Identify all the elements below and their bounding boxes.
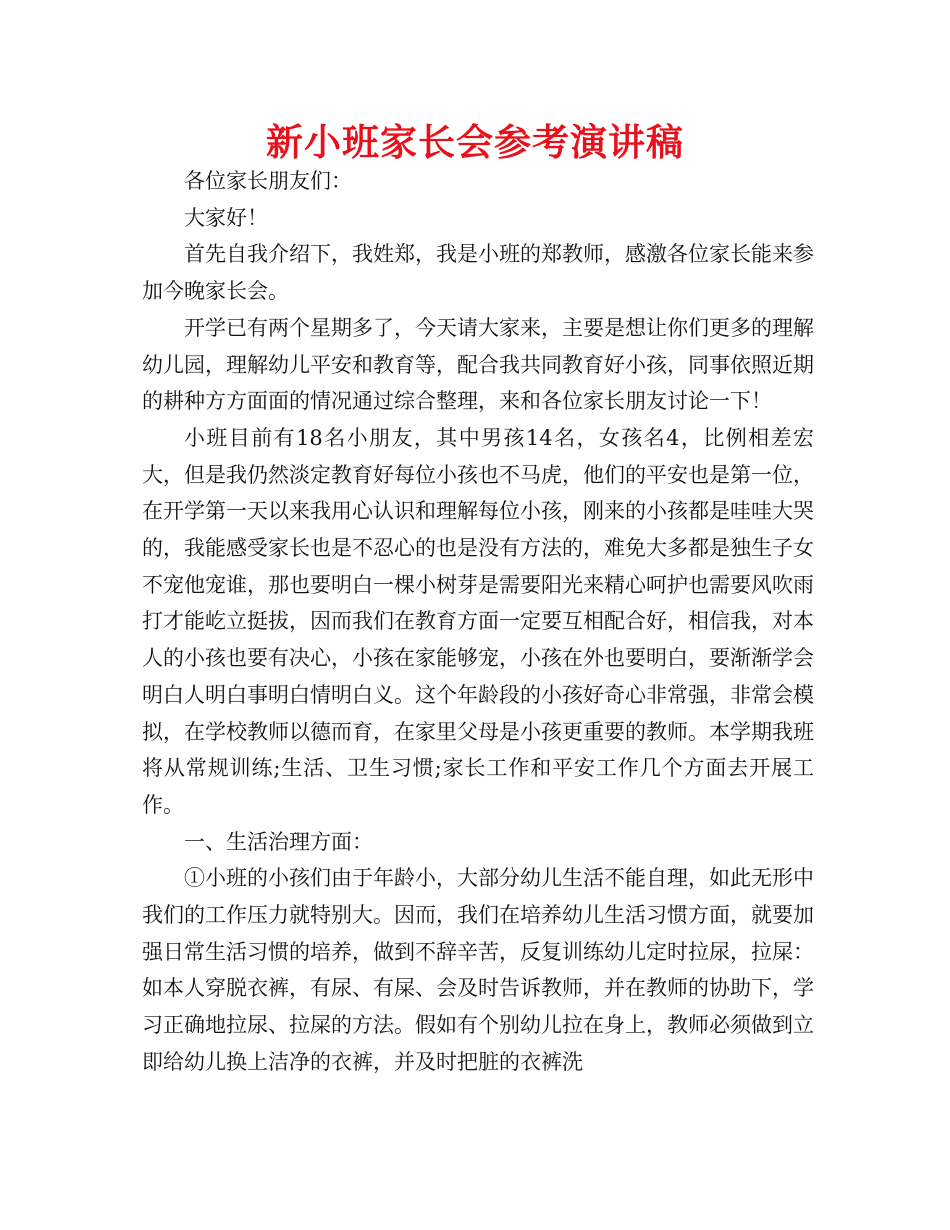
- document-body: [142, 163, 814, 1081]
- paragraph-purpose: 开学已有两个星期多了，今天请大家来，主要是想让你们更多的理解幼儿园，理解幼儿平安和教育等，配合我共同教育好小孩，同事依照近期的耕种方方面面的情况通过综合整理，来和各位家长朋友讨论一下！: [142, 315, 814, 414]
- paragraph-life-habits: ①小班的小孩们由于年龄小，大部分幼儿生活不能自理，如此无形中我们的工作压力就特别大。因而，我们在培养幼儿生活习惯方面，就要加强日常生活习惯的培养，做到不辞辛苦，反复训练幼儿定时拉尿，拉屎：如本人穿脱衣裤，有尿、有屎、会及时告诉教师，并在教师的协助下，学习正确地拉尿、拉屎的方法。假如有个别幼儿拉在身上，教师必须做到立即给幼儿换上洁净的衣裤，并及时把脏的衣裤洗: [142, 866, 814, 1074]
- paragraph-introduction: 首先自我介绍下，我姓郑，我是小班的郑教师，感激各位家长能来参加今晚家长会。: [142, 242, 814, 304]
- section-heading-life-management: 一、生活治理方面：: [184, 829, 373, 854]
- document-title: 新小班家长会参考演讲稿: [266, 121, 684, 164]
- paragraph-class-overview: 小班目前有18名小朋友，其中男孩14名，女孩名4，比例相差宏大，但是我仍然淡定教育好每位小孩也不马虎，他们的平安也是第一位，在开学第一天以来我用心认识和理解每位小孩，刚来的小孩都是哇哇大哭的，我能感受家长也是不忍心的也是没有方法的，难免大多都是独生子女不宠他宠谁，那也要明白一棵小树芽是需要阳光来精心呵护也需要风吹雨打才能屹立挺拔，因而我们在教育方面一定要互相配合好，相信我，对本人的小孩也要有决心，小孩在家能够宠，小孩在外也要明白，要渐渐学会明白人明白事明白情明白义。这个年龄段的小孩好奇心非常强，非常会模拟，在学校教师以德而育，在家里父母是小孩更重要的教师。本学期我班将从常规训练;生活、卫生习惯;家长工作和平安工作几个方面去开展工作。: [142, 425, 814, 817]
- paragraph-salutation: 各位家长朋友们：: [184, 169, 352, 193]
- paragraph-greeting: 大家好！: [184, 205, 268, 230]
